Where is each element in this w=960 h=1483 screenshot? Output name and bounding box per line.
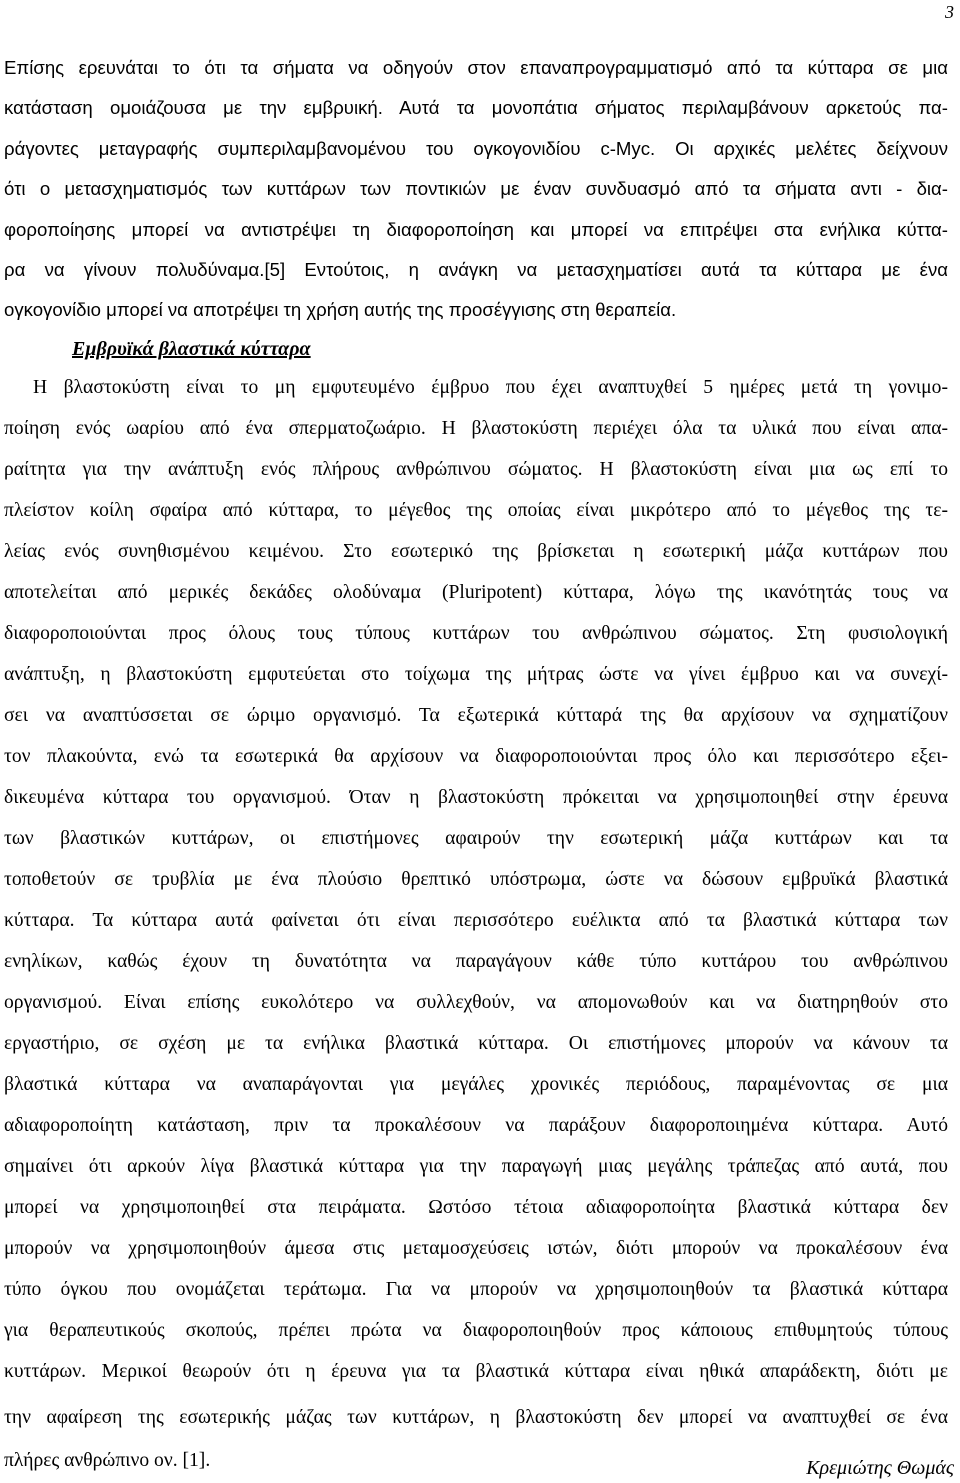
text-span: Η βλαστοκύστη είναι το μη εμφυτευμένο έμβρυο που έχει αναπτυχθεί 5 ημέρες μετά τη γονιμο- bbox=[33, 377, 948, 398]
text-span: μπορούν να χρησιμοποιηθούν άμεσα στις μεταμοσχεύσεις ιστών, διότι μπορούν να προκαλέσουν ένα bbox=[4, 1238, 948, 1259]
text-line bbox=[4, 417, 948, 441]
text-line bbox=[33, 376, 948, 400]
text-span: Στη φυσιολογική bbox=[796, 623, 948, 644]
text-line bbox=[4, 1319, 948, 1343]
text-line bbox=[4, 827, 948, 851]
text-line bbox=[4, 581, 948, 605]
text-line bbox=[4, 704, 948, 728]
text-span: τοποθετούν σε τρυβλία με ένα πλούσιο θρεπτικό υπόστρωμα, ώστε να δώσουν εμβρυϊκά βλαστικά bbox=[4, 869, 948, 890]
text-line bbox=[4, 745, 948, 769]
text-span: τον πλακούντα, ενώ τα εσωτερικά θα αρχίσουν να διαφοροποιούνται προς όλο και περισσότερο εξει- bbox=[4, 746, 948, 767]
text-line bbox=[4, 1114, 948, 1138]
text-line bbox=[4, 1073, 948, 1097]
text-line bbox=[4, 1278, 948, 1302]
text-line bbox=[4, 663, 948, 687]
text-span: αδιαφοροποίητη κατάσταση, πριν τα προκαλέσουν να παράξουν διαφοροποιημένα κύτταρα. bbox=[4, 1115, 907, 1136]
text-span: για θεραπευτικούς σκοπούς, πρέπει πρώτα να διαφοροποιηθούν προς κάποιους επιθυμητούς τύπους bbox=[4, 1320, 948, 1341]
text-line bbox=[4, 1032, 948, 1056]
text-line bbox=[4, 909, 948, 933]
text-span: φοροποίησης μπορεί να αντιστρέψει τη διαφοροποίηση και μπορεί να επιτρέψει στα ενήλικα κύττα- bbox=[4, 219, 948, 240]
text-span: Οι επιστήμονες μπορούν να κάνουν τα bbox=[568, 1033, 948, 1054]
text-span: Οι αρχικές μελέτες δείχνουν bbox=[675, 138, 948, 159]
text-span: Η βλαστοκύστη περιέχει όλα τα υλικά που είναι απα- bbox=[441, 418, 949, 439]
text-line bbox=[4, 1237, 948, 1261]
text-line bbox=[4, 1360, 948, 1384]
text-span: κατάσταση ομοιάζουσα με την εμβρυική. Αυτά τα μονοπάτια σήματος περιλαμβάνουν αρκετούς πα- bbox=[4, 97, 948, 118]
text-span: Τα κύτταρα αυτά φαίνεται ότι είναι περισσότερο ευέλικτα από τα βλαστικά κύτταρα των bbox=[92, 910, 948, 931]
text-line bbox=[4, 458, 948, 482]
text-line bbox=[4, 622, 948, 646]
text-span: των βλαστικών κυττάρων, οι επιστήμονες αφαιρούν την εσωτερική μάζα κυττάρων και τα bbox=[4, 828, 948, 849]
text-line bbox=[4, 258, 948, 282]
text-line bbox=[4, 218, 948, 242]
text-span: σει να αναπτύσσεται σε ώριμο οργανισμό. bbox=[4, 705, 419, 726]
text-span: πλήρες ανθρώπινο ον. [1]. bbox=[4, 1450, 211, 1471]
text-span: Τα εξωτερικά κύτταρά της θα αρχίσουν να σχηματίζουν bbox=[418, 705, 948, 726]
text-span: κύτταρα. bbox=[4, 910, 93, 931]
text-span: ότι ο μετασχηματισμός των κυττάρων των ποντικιών με έναν συνδυασμό από τα σήματα αντι - δια- bbox=[4, 178, 948, 199]
text-span: Όταν η βλαστοκύστη πρόκειται να χρησιμοποιηθεί στην έρευνα bbox=[349, 787, 948, 808]
text-span: Επίσης ερευνάται το ότι τα σήματα να οδηγούν στον επαναπρογραμματισμό από τα κύτταρα σε μια bbox=[4, 57, 948, 78]
text-line bbox=[4, 96, 948, 120]
text-span: ογκογονίδιο μπορεί να αποτρέψει τη χρήση αυτής της προσέγγισης στη θεραπεία. bbox=[4, 299, 677, 320]
text-span: εργαστήριο, σε σχέση με τα ενήλικα βλαστικά κύτταρα. bbox=[4, 1033, 569, 1054]
footer-author: Κρεμιώτης Θωμάς bbox=[806, 1457, 954, 1479]
text-span: τύπο όγκου που ονομάζεται τεράτωμα. bbox=[4, 1279, 386, 1300]
text-span: πλείστον κοίλη σφαίρα από κύτταρα, το μέγεθος της οποίας είναι μικρότερο από το μέγεθος της τε- bbox=[4, 500, 948, 521]
text-span: ράγοντες μεταγραφής συμπεριλαμβανομένου του ογκογονιδίου c-Myc. bbox=[4, 138, 676, 159]
text-line bbox=[4, 1196, 948, 1220]
text-span: κυττάρων. bbox=[4, 1361, 102, 1382]
text-line bbox=[4, 1406, 948, 1430]
section-heading: Εμβρυϊκά βλαστικά κύτταρα bbox=[72, 338, 311, 360]
text-span: δικευμένα κύτταρα του οργανισμού. bbox=[4, 787, 350, 808]
text-span: μπορεί να χρησιμοποιηθεί στα πειράματα. bbox=[4, 1197, 429, 1218]
text-line bbox=[4, 950, 948, 974]
text-span: την αφαίρεση της εσωτερικής μάζας των κυττάρων, η βλαστοκύστη δεν μπορεί να αναπτυχθεί σε ένα bbox=[4, 1407, 948, 1428]
text-span: Μερικοί θεωρούν ότι η έρευνα για τα βλαστικά κύτταρα είναι ηθικά απαράδεκτη, διότι με bbox=[101, 1361, 948, 1382]
page-number: 3 bbox=[945, 2, 954, 22]
text-span: διαφοροποιούνται προς όλους τους τύπους κυττάρων του ανθρώπινου σώματος. bbox=[4, 623, 797, 644]
text-line bbox=[4, 137, 948, 161]
text-span: Στο εσωτερικό της βρίσκεται η εσωτερική μάζα κυττάρων που bbox=[343, 541, 948, 562]
text-line bbox=[4, 1155, 948, 1179]
text-line bbox=[4, 540, 948, 564]
text-span: ενηλίκων, καθώς έχουν τη δυνατότητα να παραγάγουν κάθε τύπο κυττάρου του ανθρώπινου bbox=[4, 951, 948, 972]
text-span: Ωστόσο τέτοια αδιαφοροποίητα βλαστικά κύτταρα δεν bbox=[428, 1197, 948, 1218]
text-span: ρα να γίνουν πολυδύναμα.[5] Εντούτοις, η ανάγκη να μετασχηματίσει αυτά τα κύτταρα με ένα bbox=[4, 259, 948, 280]
text-span: οργανισμού. bbox=[4, 992, 124, 1013]
text-span: ποίηση ενός ωαρίου από ένα σπερματοζωάριο. bbox=[4, 418, 442, 439]
text-line bbox=[4, 868, 948, 892]
text-span: βλαστικά κύτταρα να αναπαράγονται για μεγάλες χρονικές περιόδους, παραμένοντας σε μια bbox=[4, 1074, 948, 1095]
text-span: ραίτητα για την ανάπτυξη ενός πλήρους ανθρώπινου σώματος. bbox=[4, 459, 600, 480]
text-line bbox=[4, 177, 948, 201]
text-line bbox=[4, 499, 948, 523]
text-span: ανάπτυξη, η βλαστοκύστη εμφυτεύεται στο τοίχωμα της μήτρας ώστε να γίνει έμβρυο και να συνεχί- bbox=[4, 664, 948, 685]
text-line bbox=[4, 991, 948, 1015]
text-span: Η βλαστοκύστη είναι μια ως επί το bbox=[599, 459, 948, 480]
text-span: λείας ενός συνηθισμένου κειμένου. bbox=[4, 541, 344, 562]
text-span: Είναι επίσης ευκολότερο να συλλεχθούν, να απομονωθούν και να διατηρηθούν στο bbox=[123, 992, 948, 1013]
text-span: Για να μπορούν να χρησιμοποιηθούν τα βλαστικά κύτταρα bbox=[385, 1279, 948, 1300]
text-line bbox=[4, 56, 948, 80]
text-span: σημαίνει ότι αρκούν λίγα βλαστικά κύτταρα για την παραγωγή μιας μεγάλης τράπεζας από αυτά, που bbox=[4, 1156, 948, 1177]
text-line bbox=[4, 298, 948, 322]
text-span: Αυτό bbox=[906, 1115, 948, 1136]
text-line bbox=[4, 786, 948, 810]
text-span: αποτελείται από μερικές δεκάδες ολοδύναμα (Pluripotent) κύτταρα, λόγω της ικανότητάς τους να bbox=[4, 582, 948, 603]
